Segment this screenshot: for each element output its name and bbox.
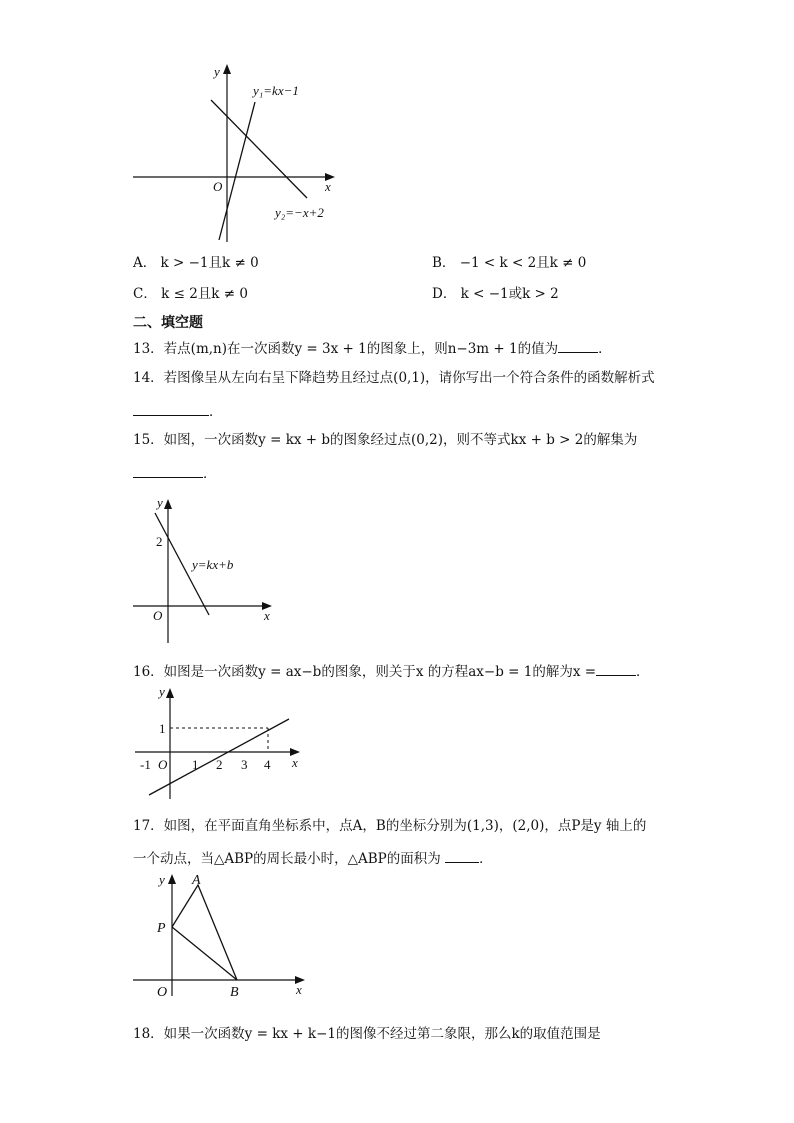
y-axis-label: y [157,495,163,510]
point-a-label: A [192,873,201,888]
y-tick-1: 1 [159,721,166,736]
x-axis-label: x [325,179,331,194]
question-16 [133,661,650,681]
y-axis-arrow [166,688,174,698]
question-15-answer-line [133,463,217,483]
x-axis-label: x [296,982,302,997]
q12-graph [125,60,365,250]
line-y1-label: y₁=kx−1 [253,83,299,98]
line-y2-label: y₂=−x+2 [275,205,324,220]
option-a: A． k > −1且k ≠ 0 [133,255,259,271]
y-axis-label: y [159,684,165,699]
line-y2 [211,100,307,198]
question-18: 18．如果一次函数y = kx + k−1的图像不经过第二象限，那么k的取值范围是 [133,1026,601,1042]
question-14: 14．若图像呈从左向右呈下降趋势且经过点(0,1)，请你写出一个符合条件的函数解析式 [133,370,655,386]
question-17-text: 一个动点，当△ABP的周长最小时，△ABP的面积为 [133,851,441,867]
y-tick-2: 2 [156,534,163,549]
question-15-end: ． [203,466,217,482]
q15-graph [125,493,285,651]
point-p-label: P [157,921,166,936]
y-axis-arrow [168,874,176,884]
x-tick-2: 2 [216,757,223,772]
x-axis-label: x [264,608,270,623]
q16-graph [125,683,315,805]
y-axis-label: y [159,872,165,887]
option-c: C． k ≤ 2且k ≠ 0 [133,286,248,302]
q17-graph [125,868,315,1003]
question-13 [133,338,612,358]
x-tick-3: 3 [241,757,248,772]
question-13-text: 13．若点(m,n)在一次函数y = 3x + 1的图象上，则n−3m + 1的值为 [133,341,559,357]
question-14-end: ． [209,404,223,420]
question-13-end: ． [598,341,612,357]
question-15: 15．如图，一次函数y = kx + b的图象经过点(0,2)，则不等式kx + b > 2的解集为 [133,432,638,448]
answer-blank-13[interactable] [558,338,598,353]
answer-blank-16[interactable] [596,661,636,676]
origin-label: O [157,985,168,1000]
line-label: y=kx+b [192,557,234,572]
question-16-end: ． [636,664,650,680]
question-16-text: 16．如图是一次函数y = ax−b的图象，则关于x 的方程ax−b = 1的解为x = [133,664,597,680]
x-tick-4: 4 [264,757,271,772]
origin-label: O [153,608,163,623]
x-tick-1: 1 [192,757,199,772]
question-14-answer-line [133,401,223,421]
x-tick-neg1: -1 [140,757,151,772]
y-axis-arrow [164,499,172,509]
answer-blank-14[interactable] [133,401,209,416]
answer-blank-15[interactable] [133,463,203,478]
answer-blank-17[interactable] [445,848,479,863]
question-17-line-2 [133,848,493,868]
origin-label: O [158,757,168,772]
option-b: B． −1 < k < 2且k ≠ 0 [432,255,587,271]
option-d: D． k < −1或k > 2 [432,286,559,302]
section-title: 二、填空题 [133,315,203,331]
y-axis-arrow [223,64,231,74]
question-17-end: ． [479,851,493,867]
triangle-abp [172,885,237,980]
point-b-label: B [230,985,239,1000]
question-17-line-1: 17．如图，在平面直角坐标系中，点A，B的坐标分别为(1,3)，(2,0)，点P是y 轴上的 [133,818,647,834]
line-y1 [219,102,255,240]
x-axis-label: x [292,755,298,770]
origin-label: O [213,179,223,194]
y-axis-label: y [214,64,220,79]
